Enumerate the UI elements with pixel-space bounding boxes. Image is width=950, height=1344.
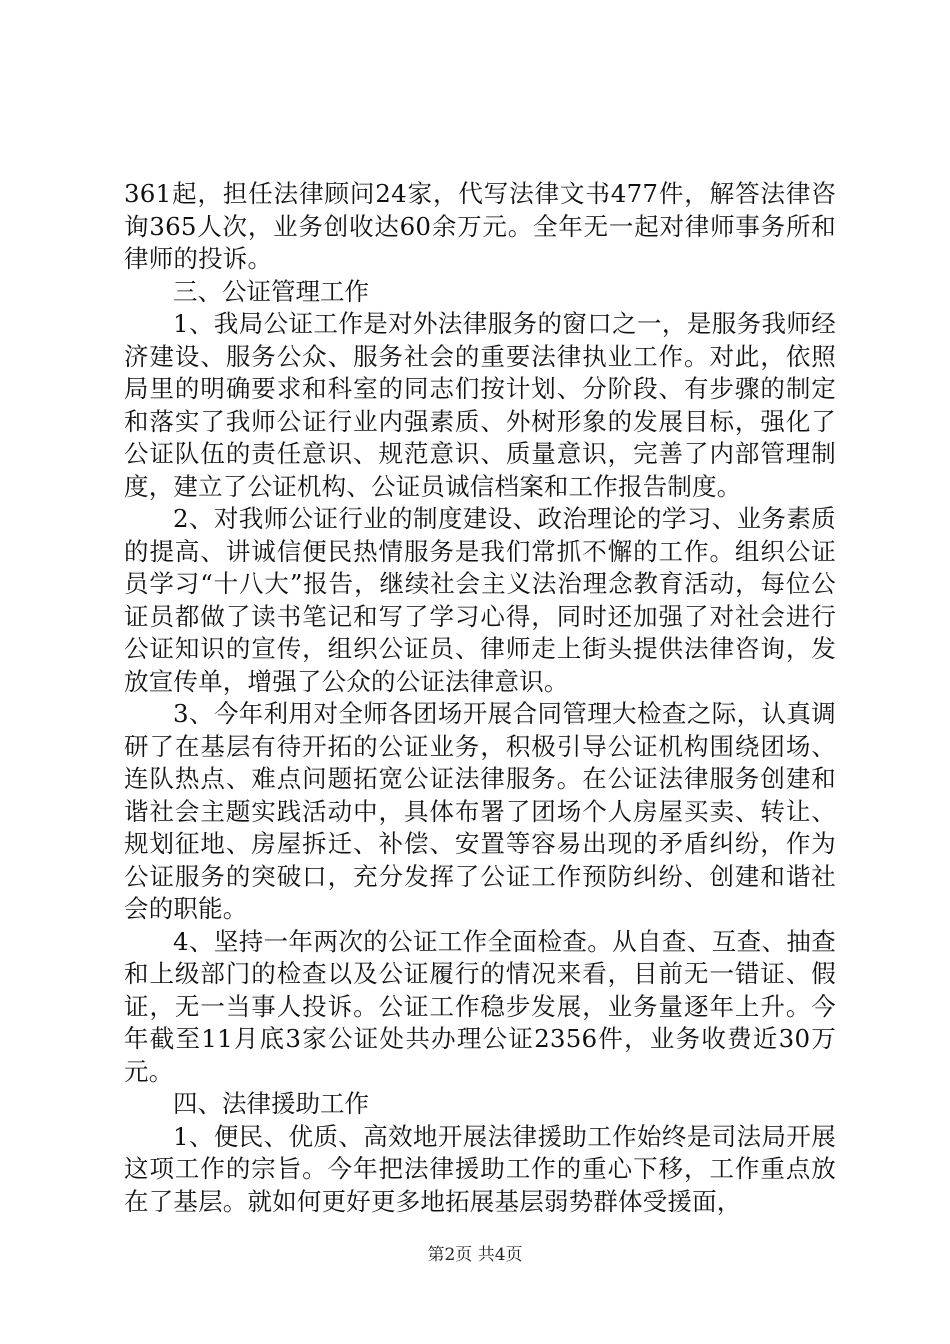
section-heading-3: 三、公证管理工作 bbox=[173, 276, 369, 306]
page-number-label: 第2页 共4页 bbox=[427, 1245, 523, 1265]
page-footer bbox=[0, 1244, 950, 1266]
paragraph-3-4: 4、坚持一年两次的公证工作全面检查。从自查、互查、抽查和上级部门的检查以及公证履行的情况来看，目前无一错证、假证，无一当事人投诉。公证工作稳步发展，业务量逐年上升。今年截至11月底3家公证处共办理公证2356件，业务收费近30万元。 bbox=[124, 926, 836, 1086]
paragraph-3-1: 1、我局公证工作是对外法律服务的窗口之一，是服务我师经济建设、服务公众、服务社会的重要法律执业工作。对此，依照局里的明确要求和科室的同志们按计划、分阶段、有步骤的制定和落实了我师公证行业内强素质、外树形象的发展目标，强化了公证队伍的责任意识、规范意识、质量意识，完善了内部管理制度，建立了公证机构、公证员诚信档案和工作报告制度。 bbox=[124, 309, 836, 501]
section-heading-4: 四、法律援助工作 bbox=[173, 1089, 369, 1118]
document-body bbox=[124, 178, 836, 1218]
paragraph-1: 361起，担任法律顾问24家，代写法律文书477件，解答法律咨询365人次，业务创收达60余万元。全年无一起对律师事务所和律师的投诉。 bbox=[124, 179, 836, 273]
paragraph-3-3: 3、今年利用对全师各团场开展合同管理大检查之际，认真调研了在基层有待开拓的公证业务，积极引导公证机构围绕团场、连队热点、难点问题拓宽公证法律服务。在公证法律服务创建和谐社会主题实践活动中，具体布署了团场个人房屋买卖、转让、规划征地、房屋拆迁、补偿、安置等容易出现的矛盾纠纷，作为公证服务的突破口，充分发挥了公证工作预防纠纷、创建和谐社会的职能。 bbox=[124, 699, 836, 923]
paragraph-4-1: 1、便民、优质、高效地开展法律援助工作始终是司法局开展这项工作的宗旨。今年把法律援助工作的重心下移，工作重点放在了基层。就如何更好更多地拓展基层弱势群体受援面， bbox=[124, 1121, 836, 1216]
paragraph-3-2: 2、对我师公证行业的制度建设、政治理论的学习、业务素质的提高、讲诚信便民热情服务是我们常抓不懈的工作。组织公证员学习“十八大”报告，继续社会主义法治理念教育活动，每位公证员都做了读书笔记和写了学习心得，同时还加强了对社会进行公证知识的宣传，组织公证员、律师走上街头提供法律咨询，发放宣传单，增强了公众的公证法律意识。 bbox=[124, 504, 836, 696]
